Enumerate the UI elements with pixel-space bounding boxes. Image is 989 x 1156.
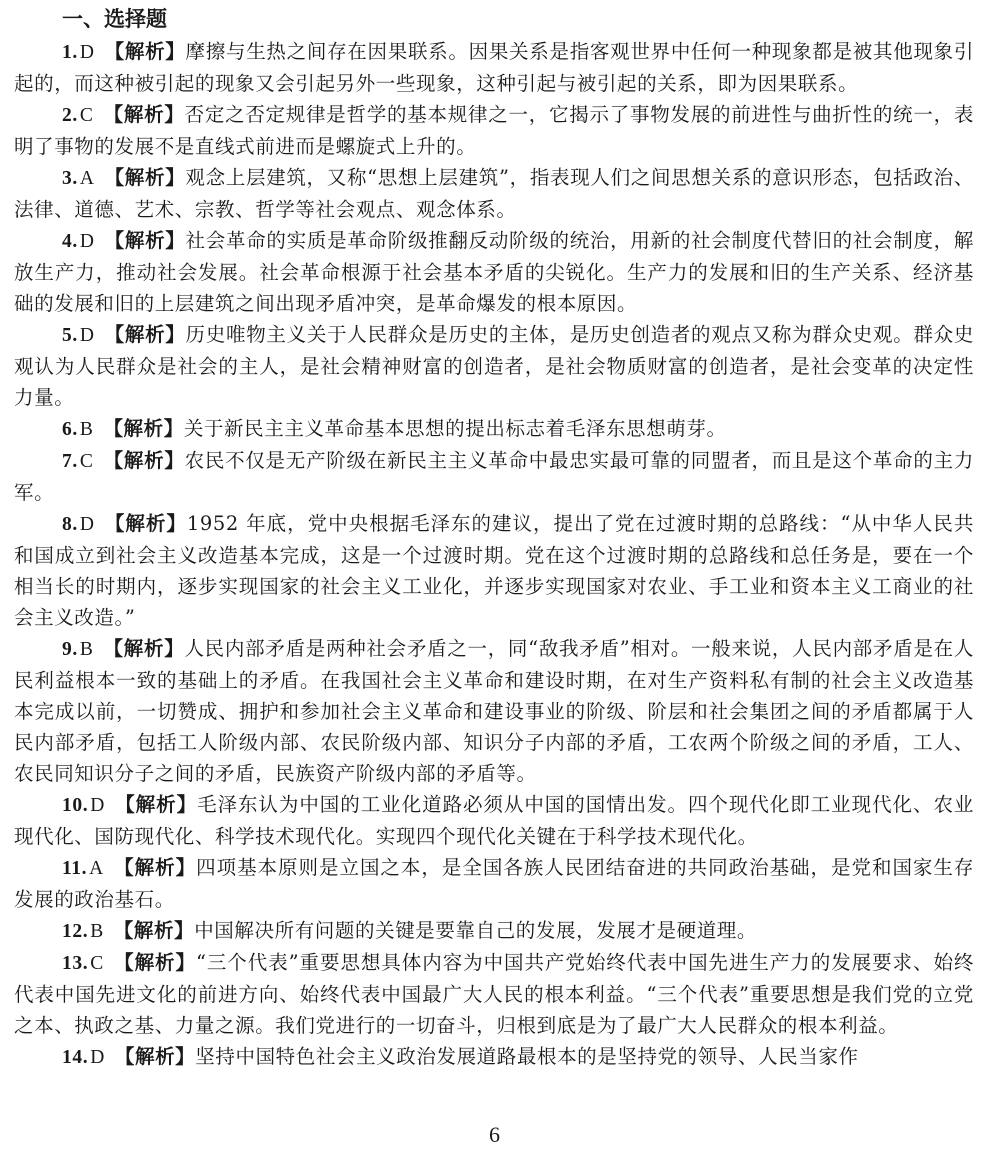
analysis-text: 四项基本原则是立国之本，是全国各族人民团结奋进的共同政治基础，是党和国家生存发展的政治基石。 bbox=[14, 856, 974, 911]
question-number: 8. bbox=[62, 514, 78, 535]
answer-letter: B bbox=[90, 921, 104, 942]
analysis-text: 毛泽东认为中国的工业化道路必须从中国的国情出发。四个现代化即工业现代化、农业现代化、国防现代化、科学技术现代化。实现四个现代化关键在于科学技术现代化。 bbox=[14, 793, 974, 848]
answer-item bbox=[14, 852, 974, 915]
analysis-text: 社会革命的实质是革命阶级推翻反动阶级的统治，用新的社会制度代替旧的社会制度，解放生产力，推动社会发展。社会革命根源于社会基本矛盾的尖锐化。生产力的发展和旧的生产关系、经济基础的发展和旧的上层建筑之间出现矛盾冲突，是革命爆发的根本原因。 bbox=[14, 229, 975, 315]
analysis-text: 关于新民主主义革命基本思想的提出标志着毛泽东思想萌芽。 bbox=[183, 417, 727, 440]
answer-item bbox=[14, 508, 974, 633]
analysis-tag: 【解析】 bbox=[114, 1045, 196, 1068]
question-number: 1. bbox=[62, 42, 78, 63]
answer-letter: B bbox=[79, 419, 94, 440]
analysis-tag: 【解析】 bbox=[103, 417, 184, 440]
analysis-tag: 【解析】 bbox=[104, 512, 187, 535]
question-number: 2. bbox=[62, 105, 78, 126]
question-number: 9. bbox=[62, 639, 78, 660]
question-number: 11. bbox=[62, 858, 88, 879]
analysis-tag: 【解析】 bbox=[114, 793, 198, 816]
answer-item bbox=[14, 1041, 974, 1073]
analysis-tag: 【解析】 bbox=[104, 323, 186, 346]
answer-item bbox=[14, 789, 974, 852]
answer-item bbox=[14, 36, 974, 99]
question-number: 12. bbox=[62, 921, 89, 942]
analysis-tag: 【解析】 bbox=[103, 103, 185, 126]
question-list bbox=[14, 36, 974, 1073]
answer-item bbox=[14, 915, 974, 947]
answer-item bbox=[14, 162, 974, 225]
analysis-text: 否定之否定规律是哲学的基本规律之一，它揭示了事物发展的前进性与曲折性的统一，表明了事物的发展不是直线式前进而是螺旋式上升的。 bbox=[14, 103, 975, 158]
question-number: 3. bbox=[62, 168, 78, 189]
analysis-text: “三个代表”重要思想具体内容为中国共产党始终代表中国先进生产力的发展要求、始终代表中国先进文化的前进方向、始终代表中国最广大人民的根本利益。“三个代表”重要思想是我们党的立党之本、执政之基、力量之源。我们党进行的一切奋斗，归根到底是为了最广大人民群众的根本利益。 bbox=[14, 951, 974, 1037]
analysis-tag: 【解析】 bbox=[104, 40, 186, 63]
analysis-text: 观念上层建筑，又称“思想上层建筑”，指表现人们之间思想关系的意识形态，包括政治、法律、道德、艺术、宗教、哲学等社会观点、观念体系。 bbox=[14, 166, 974, 221]
answer-letter: D bbox=[90, 1047, 105, 1068]
analysis-text: 农民不仅是无产阶级在新民主主义革命中最忠实最可靠的同盟者，而且是这个革命的主力军。 bbox=[14, 449, 975, 504]
analysis-text: 1952 年底，党中央根据毛泽东的建议，提出了党在过渡时期的总路线：“从中华人民共和国成立到社会主义改造基本完成，这是一个过渡时期。党在这个过渡时期的总路线和总任务是，要在一个相当长的时期内，逐步实现国家的社会主义工业化，并逐步实现国家对农业、手工业和资本主义工商业的社会主义改造。” bbox=[14, 512, 974, 629]
answer-letter: D bbox=[79, 514, 95, 535]
analysis-text: 摩擦与生热之间存在因果联系。因果关系是指客观世界中任何一种现象都是被其他现象引起的，而这种被引起的现象又会引起另外一些现象，这种引起与被引起的关系，即为因果联系。 bbox=[14, 40, 975, 95]
analysis-text: 历史唯物主义关于人民群众是历史的主体，是历史创造者的观点又称为群众史观。群众史观认为人民群众是社会的主人，是社会精神财富的创造者，是社会物质财富的创造者，是社会变革的决定性力量。 bbox=[14, 323, 975, 409]
analysis-text: 人民内部矛盾是两种社会矛盾之一，同“敌我矛盾”相对。一般来说，人民内部矛盾是在人民利益根本一致的基础上的矛盾。在我国社会主义革命和建设时期，在对生产资料私有制的社会主义改造基本完成以前，一切赞成、拥护和参加社会主义革命和建设事业的阶级、阶层和社会集团之间的矛盾都属于人民内部矛盾，包括工人阶级内部、农民阶级内部、知识分子内部的矛盾，工农两个阶级之间的矛盾，工人、农民同知识分子之间的矛盾，民族资产阶级内部的矛盾等。 bbox=[14, 637, 974, 785]
answer-letter: D bbox=[79, 325, 95, 346]
answer-letter: D bbox=[79, 231, 95, 252]
analysis-text: 中国解决所有问题的关键是要靠自己的发展，发展才是硬道理。 bbox=[194, 919, 758, 942]
answer-item bbox=[14, 225, 974, 319]
answer-item bbox=[14, 319, 974, 413]
analysis-tag: 【解析】 bbox=[104, 229, 186, 252]
question-number: 5. bbox=[62, 325, 78, 346]
analysis-tag: 【解析】 bbox=[113, 951, 196, 974]
analysis-tag: 【解析】 bbox=[104, 166, 186, 189]
answer-letter: C bbox=[79, 451, 94, 472]
answer-item bbox=[14, 947, 974, 1041]
answer-letter: B bbox=[79, 639, 94, 660]
section-title: 一、选择题 bbox=[62, 6, 167, 31]
question-number: 14. bbox=[62, 1047, 89, 1068]
answer-item bbox=[14, 445, 974, 508]
analysis-text: 坚持中国特色社会主义政治发展道路最根本的是坚持党的领导、人民当家作 bbox=[195, 1045, 859, 1068]
analysis-tag: 【解析】 bbox=[103, 449, 185, 472]
answer-item bbox=[14, 413, 974, 445]
answer-item bbox=[14, 633, 974, 789]
answer-letter: D bbox=[79, 42, 95, 63]
answer-letter: A bbox=[89, 858, 104, 879]
question-number: 13. bbox=[62, 953, 89, 974]
answer-letter: A bbox=[79, 168, 95, 189]
analysis-tag: 【解析】 bbox=[113, 856, 197, 879]
page-number: 6 bbox=[489, 1122, 500, 1147]
question-number: 10. bbox=[62, 795, 89, 816]
analysis-tag: 【解析】 bbox=[113, 919, 195, 942]
answer-letter: C bbox=[90, 953, 104, 974]
question-number: 6. bbox=[62, 419, 78, 440]
answer-letter: C bbox=[79, 105, 94, 126]
analysis-tag: 【解析】 bbox=[103, 637, 185, 660]
answer-letter: D bbox=[90, 795, 105, 816]
answer-item bbox=[14, 99, 974, 162]
question-number: 4. bbox=[62, 231, 78, 252]
question-number: 7. bbox=[62, 451, 78, 472]
